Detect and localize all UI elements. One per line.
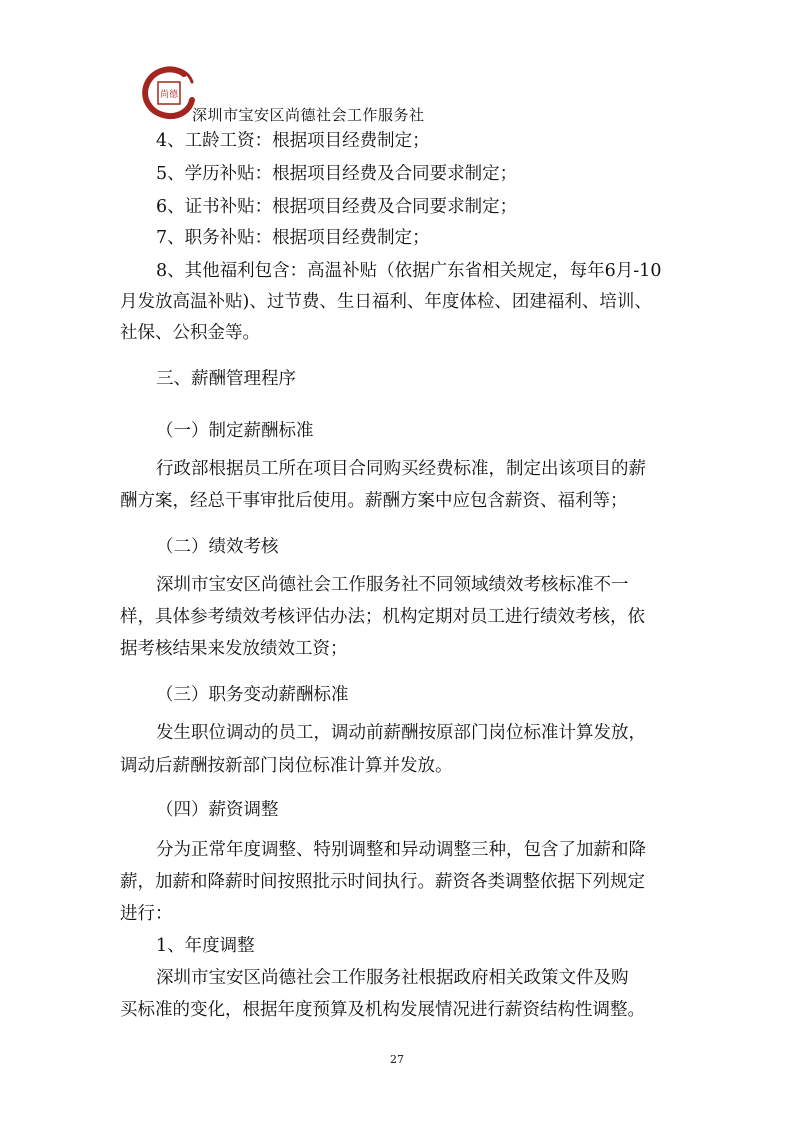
organization-name: 深圳市宝安区尚德社会工作服务社 xyxy=(192,106,425,124)
subsection-heading-salary-standard: （一）制定薪酬标准 xyxy=(156,421,314,441)
paragraph-line: 发生职位调动的员工，调动前薪酬按原部门岗位标准计算发放， xyxy=(156,723,646,743)
paragraph-line: 买标准的变化，根据年度预算及机构发展情况进行薪资结构性调整。 xyxy=(120,1000,645,1020)
paragraph-line: 据考核结果来发放绩效工资； xyxy=(120,639,348,659)
paragraph-line: 深圳市宝安区尚德社会工作服务社不同领域绩效考核标准不一 xyxy=(156,575,629,595)
list-item-education-allowance: 5、学历补贴：根据项目经费及合同要求制定； xyxy=(156,164,518,184)
subsection-heading-position-change: （三）职务变动薪酬标准 xyxy=(156,685,349,705)
paragraph-line: 酬方案，经总干事审批后使用。薪酬方案中应包含薪资、福利等； xyxy=(120,491,628,511)
paragraph-line: 样，具体参考绩效考核评估办法；机构定期对员工进行绩效考核，依 xyxy=(120,607,645,627)
paragraph-line: 月发放高温补贴)、过节费、生日福利、年度体检、团建福利、培训、 xyxy=(120,292,652,312)
paragraph-line: 社保、公积金等。 xyxy=(120,323,260,343)
paragraph-line: 分为正常年度调整、特别调整和异动调整三种，包含了加薪和降 xyxy=(156,840,646,860)
list-item-certificate-allowance: 6、证书补贴：根据项目经费及合同要求制定； xyxy=(156,197,518,217)
page-header xyxy=(140,64,560,124)
paragraph-line: 深圳市宝安区尚德社会工作服务社根据政府相关政策文件及购 xyxy=(156,968,629,988)
list-item-seniority-pay: 4、工龄工资：根据项目经费制定； xyxy=(156,131,430,151)
page-number: 27 xyxy=(390,1053,404,1066)
section-heading-salary-procedure: 三、薪酬管理程序 xyxy=(156,369,296,389)
list-item-annual-adjustment: 1、年度调整 xyxy=(156,936,255,956)
paragraph-line: 薪，加薪和降薪时间按照批示时间执行。薪资各类调整依据下列规定 xyxy=(120,872,645,892)
paragraph-line: 行政部根据员工所在项目合同购买经费标准，制定出该项目的薪 xyxy=(156,459,646,479)
subsection-heading-performance-review: （二）绩效考核 xyxy=(156,537,279,557)
list-item-position-allowance: 7、职务补贴：根据项目经费制定； xyxy=(156,228,430,248)
subsection-heading-salary-adjustment: （四）薪资调整 xyxy=(156,800,279,820)
paragraph-line: 进行： xyxy=(120,904,173,924)
paragraph-line: 调动后薪酬按新部门岗位标准计算并发放。 xyxy=(120,756,453,776)
svg-text:尚德: 尚德 xyxy=(159,90,179,100)
organization-logo xyxy=(140,64,196,120)
list-item-other-benefits: 8、其他福利包含：高温补贴（依据广东省相关规定，每年6月-10 xyxy=(156,261,662,281)
